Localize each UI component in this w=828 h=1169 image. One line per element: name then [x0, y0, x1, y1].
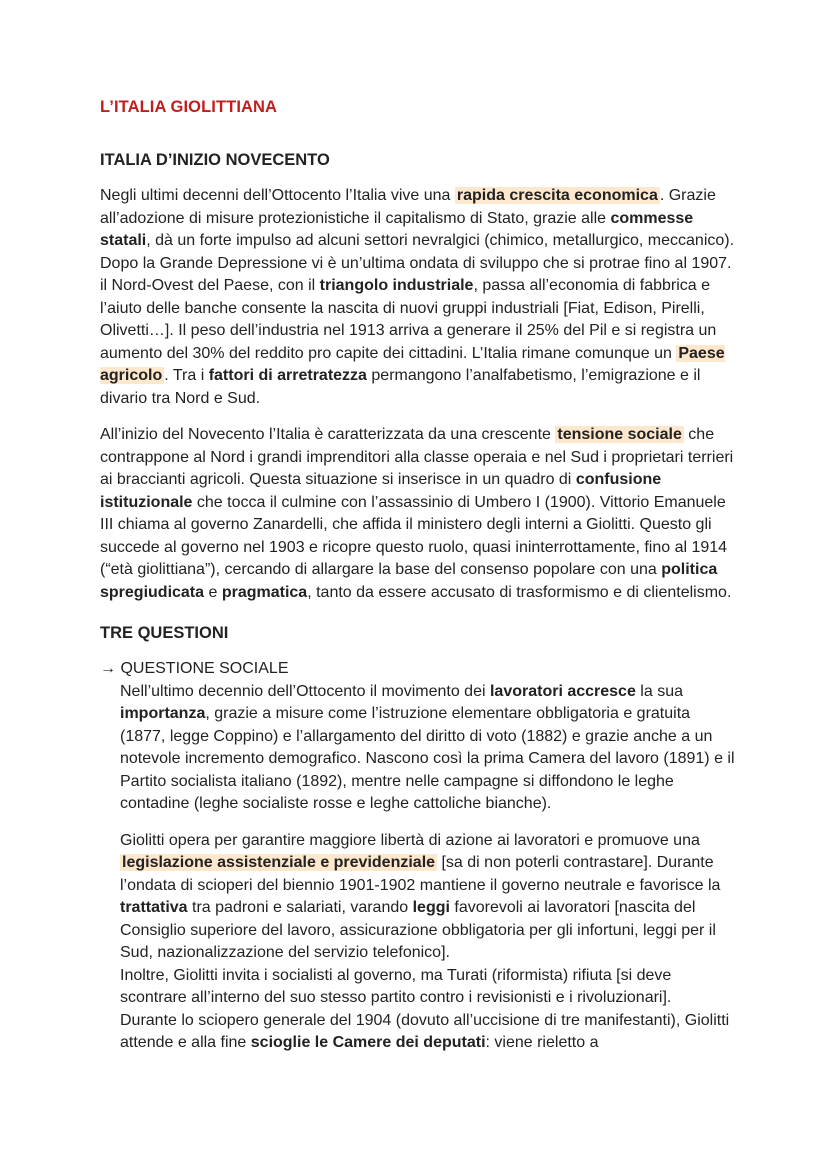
text-run: , tanto da essere accusato di trasformismo e di clientelismo. [307, 583, 732, 601]
text-run: , dà un forte impulso ad alcuni settori nevralgici (chimico, metallurgico, meccanico). Dopo la Grande Depressione vi è un’ultima ondata di sviluppo che si protrae fino al 1907. il Nord-Ovest del Paese, con il [100, 232, 735, 294]
bold-importanza: importanza [120, 705, 206, 722]
bold-trattativa: trattativa [120, 899, 188, 916]
highlight-paese-agricolo: Paese agricolo [100, 344, 725, 384]
page-title: L’ITALIA GIOLITTIANA [100, 98, 278, 116]
text-run: che tocca il culmine con l’assassinio di Umbero I (1900). Vittorio Emanuele III chiama al governo Zanardelli, che affida il ministero degli interni a Giolitti. Questo gli succede al governo nel 1903 e ricopre questo ruolo, quasi ininterrottamente, fino al 1914 (“età giolittiana”), cercando di allargare la base del consenso popolare con una [100, 493, 728, 578]
bold-politica-spregiudicata: politica spregiudicata [100, 561, 718, 601]
paragraph-crescita-economica [100, 185, 738, 410]
section-heading-italia-inizio-novecento: ITALIA D’INIZIO NOVECENTO [100, 151, 330, 169]
text-run: [sa di non poterli contrastare]. Durante l’ondata di scioperi del biennio 1901-1902 mantiene il governo neutrale e favorisce la [120, 854, 721, 894]
bold-pragmatica: pragmatica [221, 583, 308, 601]
text-run: , passa all’economia di fabbrica e l’aiuto delle banche consente la nascita di nuovi gruppi industriali [Fiat, Edison, Pirelli, Olivetti…]. Il peso dell’industria nel 1913 arriva a generare il 25% del Pil e si registra un aumento del 30% del reddito pro capite dei cittadini. L’Italia rimane comunque un [100, 277, 717, 362]
text-run: . Grazie all’adozione di misure protezionistiche il capitalismo di Stato, grazie alle [100, 187, 716, 227]
bold-triangolo-industriale: triangolo industriale [319, 277, 474, 294]
text-run: Inoltre, Giolitti invita i socialisti al governo, ma Turati (riformista) rifiuta [si deve scontrare all’interno del suo stesso partito contro i revisionisti e i rivoluzionari]. [120, 966, 672, 1006]
text-run: tra padroni e salariati, varando [187, 899, 413, 916]
text-run: Durante lo sciopero generale del 1904 (dovuto all’uccisione di tre manifestanti), Giolitti attende e alla fine [120, 1011, 730, 1051]
text-run: la sua [635, 682, 683, 700]
text-run: Giolitti opera per garantire maggiore libertà di azione ai lavoratori e promuove una [120, 831, 700, 849]
text-run: All’inizio del Novecento l’Italia è caratterizzata da una crescente [100, 426, 556, 443]
text-run: permangono l’analfabetismo, l’emigrazione e il divario tra Nord e Sud. [100, 367, 701, 407]
text-run: che contrappone al Nord i grandi imprenditori alla classe operaia e nel Sud i proprietari terrieri ai braccianti agricoli. Questa situazione si inserisce in un quadro di [100, 426, 734, 488]
bold-scioglie-camere: scioglie le Camere dei deputati [250, 1034, 486, 1051]
paragraph-movimento-lavoratori [120, 681, 738, 816]
paragraph-tensione-sociale [100, 424, 738, 604]
highlight-rapida-crescita: rapida crescita economica [456, 187, 658, 204]
bold-commesse-statali: commesse statali [100, 209, 694, 249]
bold-lavoratori-accresce: lavoratori accresce [489, 682, 636, 700]
highlight-legislazione-assistenziale: legislazione assistenziale e previdenziale [122, 854, 436, 871]
questione-sociale-body [100, 681, 738, 1055]
text-run: . Tra i [164, 367, 209, 384]
highlight-tensione-sociale: tensione sociale [557, 426, 682, 443]
bold-confusione-istituzionale: confusione istituzionale [100, 471, 662, 511]
bold-leggi: leggi [412, 899, 450, 916]
text-run: , grazie a misure come l’istruzione elementare obbligatoria e gratuita (1877, legge Coppino) e l’allargamento del diritto di voto (1882) e grazie anche a un notevole incremento demografico. Nascono così la prima Camera del lavoro (1891) e il Partito socialista italiano (1892), mentre nelle campagne si diffondono le leghe contadine (leghe socialiste rosse e leghe cattoliche bianche). [120, 705, 735, 812]
text-run: favorevoli ai lavoratori [nascita del Consiglio superiore del lavoro, assicurazione obbligatoria per gli infortuni, leggi per il Sud, nazionalizzazione del servizio telefonico]. [120, 899, 716, 961]
bold-fattori-arretratezza: fattori di arretratezza [208, 367, 367, 384]
subheading-questione-sociale: → QUESTIONE SOCIALE [100, 660, 289, 677]
text-run: Nell’ultimo decennio dell’Ottocento il movimento dei [120, 682, 490, 700]
paragraph-giolitti-legislazione [120, 830, 738, 1055]
text-run: : viene rieletto a [485, 1034, 599, 1051]
section-heading-tre-questioni: TRE QUESTIONI [100, 624, 229, 642]
text-run: e [204, 583, 222, 601]
text-run: Negli ultimi decenni dell’Ottocento l’Italia vive una [100, 187, 455, 204]
